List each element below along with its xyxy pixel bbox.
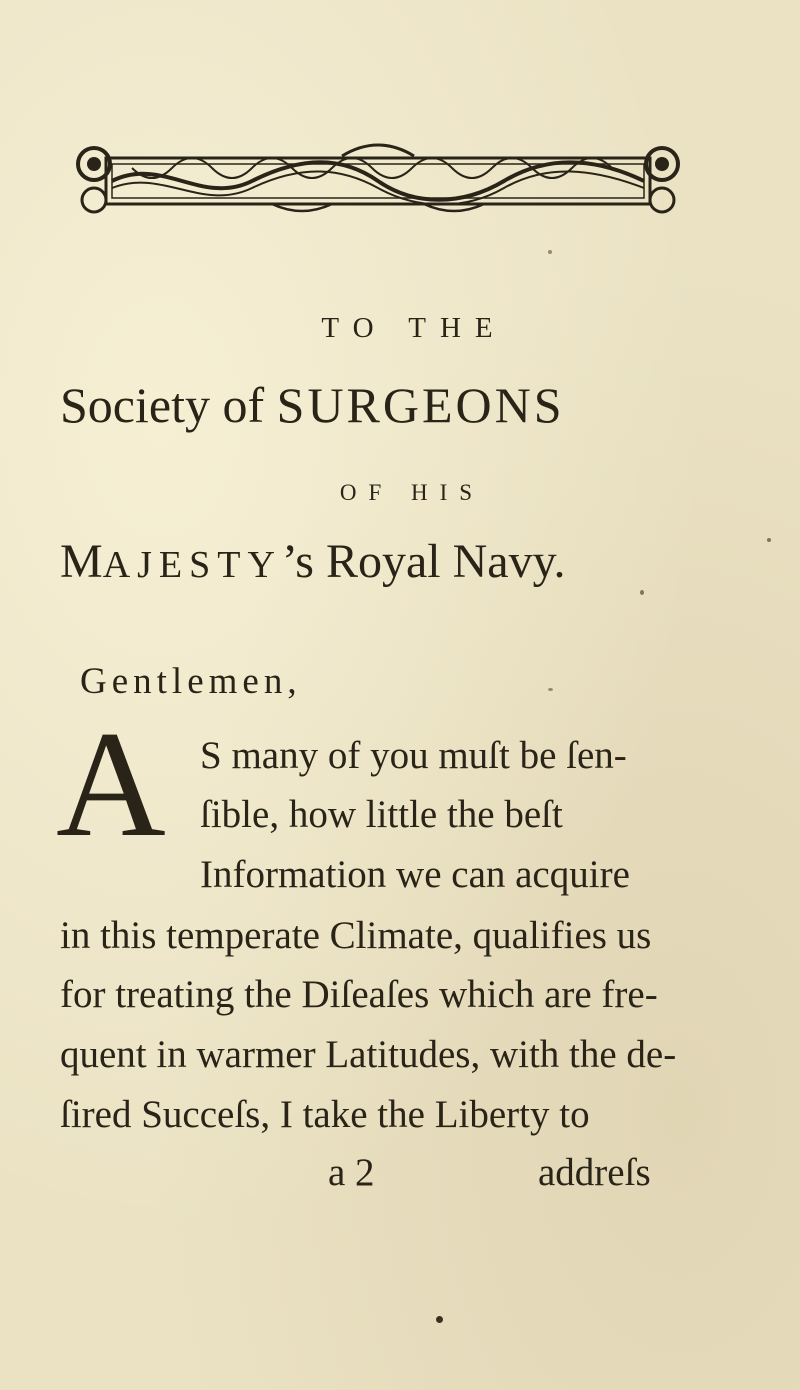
heading-society-line (60, 376, 740, 434)
body-line-2: ſible, how little the beſt (200, 793, 563, 836)
body-line-6: quent in warmer Latitudes, with the de- (60, 1033, 677, 1076)
ink-speck (640, 590, 644, 595)
ink-speck (767, 538, 771, 542)
body-line-3: Information we can acquire (200, 853, 630, 896)
heading-surgeons: SURGEONS (276, 377, 565, 433)
heading-to-the: TO THE (321, 312, 507, 344)
heading-majesty-initial: M (60, 535, 103, 588)
drop-cap: A (56, 700, 166, 868)
heading-majesty-spaced: AJESTY (102, 544, 282, 586)
body-line-4: in this temperate Climate, qualifies us (60, 914, 652, 957)
body-line-5: for treating the Diſeaſes which are fre- (60, 973, 658, 1016)
body-line-1: S many of you muſt be ſen- (200, 734, 627, 777)
heading-of-his: OF HIS (339, 480, 485, 505)
ink-speck (548, 688, 553, 691)
heading-majesty-tail: ’s Royal Navy. (281, 535, 566, 588)
heading-society-of: Society of (60, 377, 265, 433)
salutation: Gentlemen, (80, 661, 302, 702)
catchword: addreſs (538, 1151, 651, 1194)
heading-majesty-line (60, 534, 760, 589)
ink-speck (548, 250, 552, 254)
body-line-7: ſired Succeſs, I take the Liberty to (60, 1093, 590, 1136)
headpiece-ornament (72, 138, 684, 220)
ink-speck (436, 1316, 443, 1323)
signature-mark: a 2 (328, 1151, 375, 1194)
